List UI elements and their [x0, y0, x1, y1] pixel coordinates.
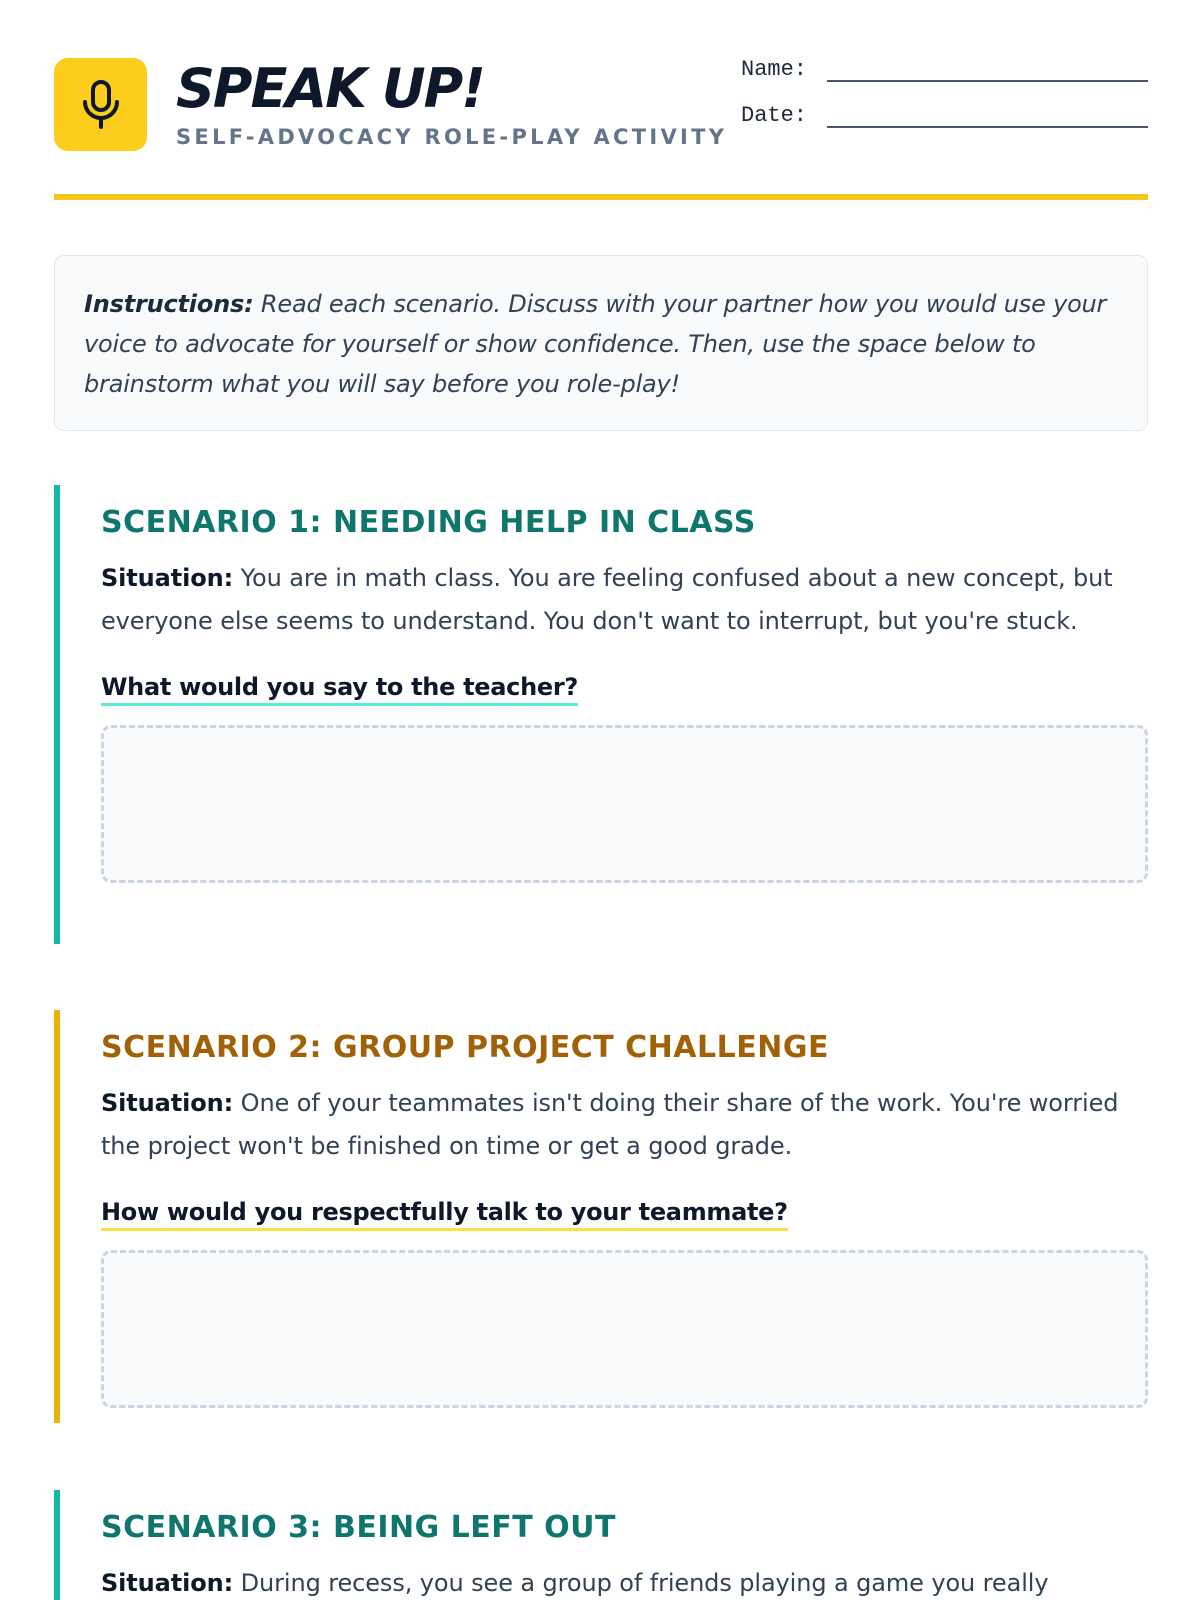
- date-field[interactable]: [827, 126, 1148, 128]
- scenario-title: SCENARIO 3: BEING LEFT OUT: [101, 1510, 617, 1545]
- situation-label: Situation:: [101, 564, 234, 592]
- situation-text: You are in math class. You are feeling confused about a new concept, but everyone else seems to understand. You don't want to interrupt, but you're stuck.: [101, 564, 1113, 635]
- scenario-question: What would you say to the teacher?: [101, 671, 578, 706]
- logo-badge: [54, 58, 147, 151]
- scenario-situation: [101, 1082, 1148, 1168]
- answer-box[interactable]: [101, 725, 1148, 883]
- scenario-title: SCENARIO 1: NEEDING HELP IN CLASS: [101, 505, 756, 540]
- scenario-card: [54, 1010, 1148, 1423]
- instructions-label: Instructions:: [84, 290, 254, 318]
- situation-text: During recess, you see a group of friends playing a game you really: [233, 1569, 1049, 1597]
- name-label: Name:: [741, 57, 808, 82]
- scenario-card: [54, 485, 1148, 944]
- page-subtitle: SELF-ADVOCACY ROLE-PLAY ACTIVITY: [176, 125, 728, 149]
- date-row: [741, 102, 1148, 148]
- situation-label: Situation:: [101, 1569, 234, 1597]
- scenario-situation: [101, 557, 1148, 643]
- situation-label: Situation:: [101, 1089, 234, 1117]
- name-row: [741, 56, 1148, 102]
- situation-text: One of your teammates isn't doing their share of the work. You're worried the project won't be finished on time or get a good grade.: [101, 1089, 1119, 1160]
- answer-box[interactable]: [101, 1250, 1148, 1408]
- instructions-box: [54, 255, 1148, 431]
- scenario-situation: [101, 1562, 1148, 1600]
- student-info: [741, 56, 1148, 148]
- instructions-text: Read each scenario. Discuss with your partner how you would use your voice to advocate for yourself or show confidence. Then, use the space below to brainstorm what you will say before you role-play!: [84, 290, 1107, 398]
- scenario-question: How would you respectfully talk to your teammate?: [101, 1196, 788, 1231]
- page-title: SPEAK UP!: [176, 57, 484, 120]
- name-field[interactable]: [827, 80, 1148, 82]
- header-divider: [54, 194, 1148, 200]
- scenario-title: SCENARIO 2: GROUP PROJECT CHALLENGE: [101, 1030, 829, 1065]
- scenario-card: [54, 1490, 1148, 1600]
- date-label: Date:: [741, 103, 808, 128]
- microphone-icon: [79, 79, 123, 131]
